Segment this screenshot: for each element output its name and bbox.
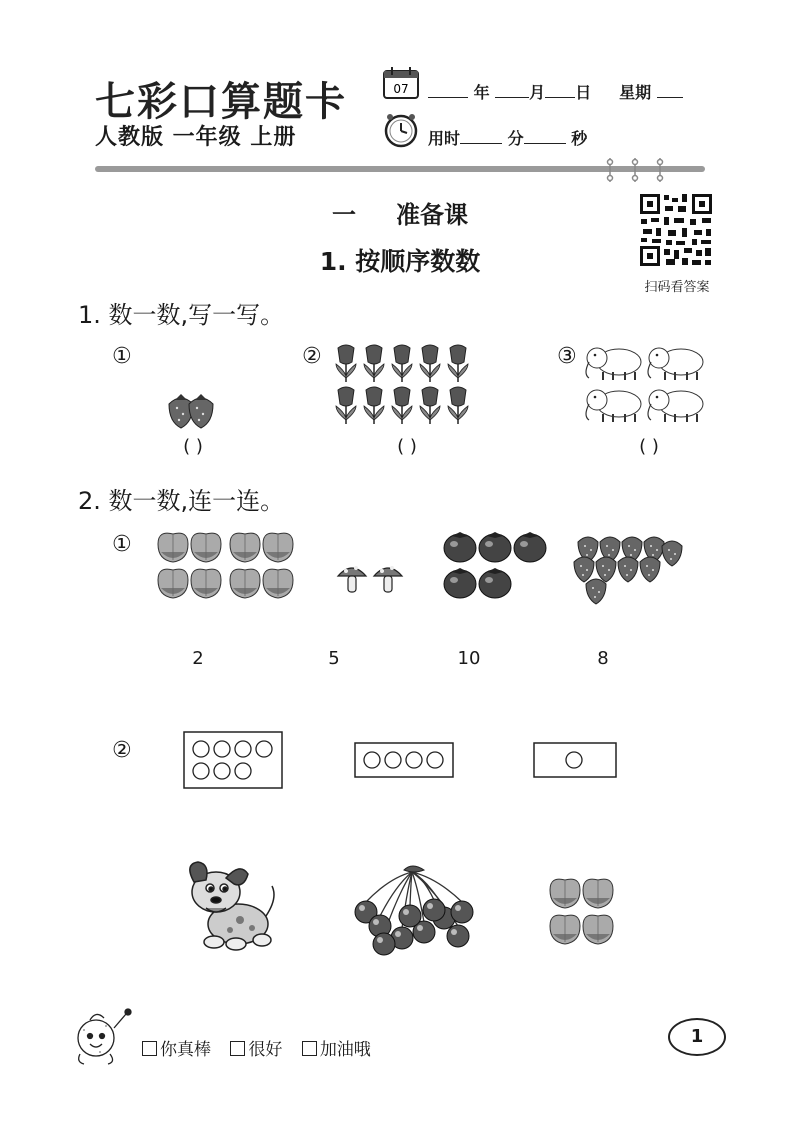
rating-label-3: 加油哦 bbox=[319, 1040, 371, 1060]
page-number: 1 bbox=[668, 1018, 726, 1056]
rating-label-2: 很好 bbox=[248, 1040, 283, 1060]
chapter-number: 一 bbox=[332, 201, 356, 229]
fruit-mascot-icon bbox=[70, 1004, 134, 1068]
calendar-day: 07 bbox=[393, 82, 409, 96]
edition-label: 人教版 一年级 上册 bbox=[95, 125, 297, 150]
q2-number-2[interactable]: 5 bbox=[328, 648, 340, 669]
tulip-group-icon bbox=[332, 342, 474, 426]
q1-item1-marker: ① bbox=[112, 344, 132, 369]
q1-item3-answer-blank[interactable]: ( ) bbox=[639, 436, 659, 457]
circle-box-1[interactable] bbox=[533, 742, 617, 778]
dog-icon[interactable] bbox=[180, 858, 280, 954]
time-seconds-label: 秒 bbox=[571, 129, 588, 148]
clock-icon bbox=[383, 112, 419, 148]
peach-group-4-icon[interactable] bbox=[548, 874, 620, 946]
circle-box-7[interactable] bbox=[183, 731, 283, 789]
strawberry-group-icon bbox=[165, 390, 221, 430]
circle-box-4[interactable] bbox=[354, 742, 454, 778]
qr-code-icon[interactable] bbox=[638, 192, 714, 268]
rating-checkbox-3[interactable] bbox=[302, 1041, 317, 1056]
date-line bbox=[428, 80, 683, 103]
q1-item2-answer-blank[interactable]: ( ) bbox=[397, 436, 417, 457]
time-line bbox=[428, 126, 587, 149]
rating-checkbox-2[interactable] bbox=[230, 1041, 245, 1056]
chapter-title: 准备课 bbox=[396, 201, 468, 229]
time-label: 用时 bbox=[428, 129, 461, 148]
rating-checkbox-1[interactable] bbox=[142, 1041, 157, 1056]
qr-caption: 扫码看答案 bbox=[644, 280, 710, 295]
mushroom-group-icon bbox=[336, 560, 408, 596]
q2-part2-marker: ② bbox=[112, 738, 132, 763]
strawberry-group-10-icon bbox=[572, 528, 682, 606]
elephant-group-icon bbox=[585, 342, 715, 426]
time-minutes-label: 分 bbox=[507, 129, 524, 148]
date-weekday-label: 星期 bbox=[619, 83, 652, 102]
tomato-group-icon bbox=[442, 528, 550, 600]
q1-item1-answer-blank[interactable]: ( ) bbox=[183, 436, 203, 457]
peach-group-8-icon bbox=[156, 528, 298, 600]
q1-item2-marker: ② bbox=[302, 344, 322, 369]
cherry-bunch-icon[interactable] bbox=[344, 866, 482, 956]
calendar-icon bbox=[382, 66, 420, 100]
date-year-label: 年 bbox=[473, 83, 490, 102]
binder-rings-decoration bbox=[600, 156, 670, 184]
q1-item3-marker: ③ bbox=[557, 344, 577, 369]
q2-number-3[interactable]: 10 bbox=[457, 648, 481, 669]
date-month-label: 月 bbox=[529, 83, 546, 102]
q2-number-1[interactable]: 2 bbox=[192, 648, 204, 669]
q2-part1-marker: ① bbox=[112, 532, 132, 557]
rating-options bbox=[142, 1035, 371, 1060]
lesson-title: 1. 按顺序数数 bbox=[319, 247, 481, 276]
rating-label-1: 你真棒 bbox=[160, 1040, 211, 1060]
question1-title: 1. 数一数,写一写。 bbox=[78, 301, 285, 329]
brand-title: 七彩口算题卡 bbox=[95, 78, 347, 125]
date-day-label: 日 bbox=[575, 83, 592, 102]
q2-number-4[interactable]: 8 bbox=[597, 648, 609, 669]
question2-title: 2. 数一数,连一连。 bbox=[78, 487, 285, 515]
